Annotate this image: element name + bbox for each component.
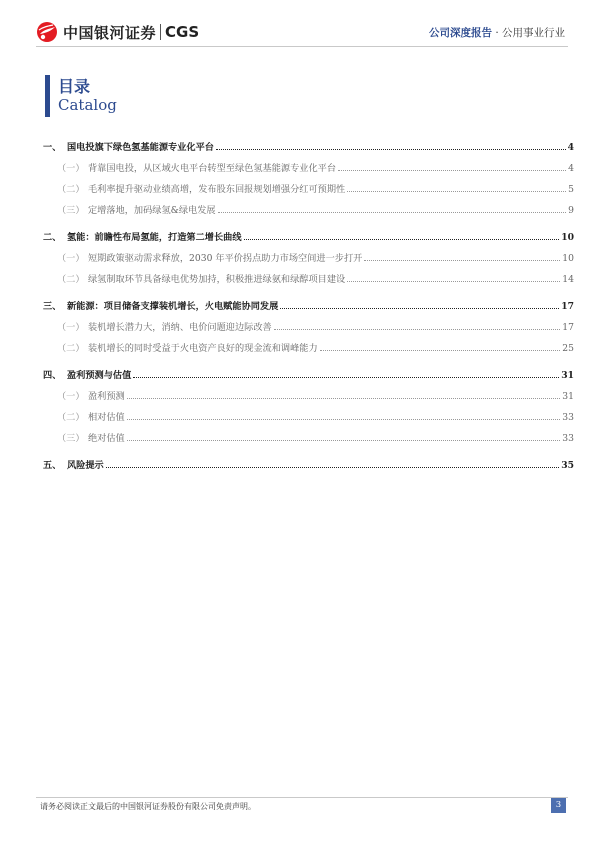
toc-chapter-row[interactable] xyxy=(43,447,574,471)
toc-section-row[interactable] xyxy=(43,312,574,333)
toc-leader-dots xyxy=(320,349,561,351)
toc-leader-dots xyxy=(338,169,566,171)
toc-entry-page: 9 xyxy=(568,205,574,216)
catalog-title-en: Catalog xyxy=(58,96,117,114)
toc-entry-title: 装机增长的同时受益于火电资产良好的现金流和调峰能力 xyxy=(88,343,318,354)
toc-entry-title: 装机增长潜力大，消纳、电价问题迎边际改善 xyxy=(88,322,272,333)
toc-chapter-row[interactable] xyxy=(43,357,574,381)
toc-entry-page: 4 xyxy=(568,163,574,174)
toc-leader-dots xyxy=(244,238,560,240)
report-category xyxy=(429,25,565,40)
toc-leader-dots xyxy=(218,211,567,213)
toc-entry-number: （三） xyxy=(57,205,85,216)
title-accent-bar xyxy=(45,75,50,117)
brand-divider xyxy=(160,24,161,40)
toc-leader-dots xyxy=(364,259,560,261)
catalog-title-cn: 目录 xyxy=(58,77,91,96)
toc-entry-page: 14 xyxy=(562,274,574,285)
toc-entry-title: 风险提示 xyxy=(67,460,104,471)
header-separator: · xyxy=(495,27,499,39)
brand-logo xyxy=(36,18,199,46)
toc-entry-number: 三、 xyxy=(43,301,62,312)
toc-leader-dots xyxy=(127,439,561,441)
toc-section-row[interactable] xyxy=(43,153,574,174)
toc-section-row[interactable] xyxy=(43,264,574,285)
report-type: 公司深度报告 xyxy=(428,27,492,39)
table-of-contents xyxy=(43,129,574,471)
toc-chapter-row[interactable] xyxy=(43,129,574,153)
toc-entry-title: 盈利预测 xyxy=(88,391,125,402)
toc-entry-number: （二） xyxy=(57,184,85,195)
toc-entry-title: 相对估值 xyxy=(88,412,125,423)
header-divider xyxy=(36,46,568,47)
toc-entry-number: （一） xyxy=(57,322,85,333)
toc-entry-title: 短期政策驱动需求释放，2030 年平价拐点助力市场空间进一步打开 xyxy=(88,253,363,264)
toc-entry-title: 绝对估值 xyxy=(88,433,125,444)
toc-entry-page: 31 xyxy=(562,391,574,402)
toc-section-row[interactable] xyxy=(43,423,574,444)
toc-section-row[interactable] xyxy=(43,174,574,195)
toc-leader-dots xyxy=(274,328,561,330)
toc-section-row[interactable] xyxy=(43,195,574,216)
toc-entry-title: 国电投旗下绿色氢基能源专业化平台 xyxy=(67,142,214,153)
toc-entry-number: 二、 xyxy=(43,232,62,243)
brand-name-cn: 中国银河证券 xyxy=(63,23,157,42)
footer-divider xyxy=(36,797,568,798)
toc-entry-number: 四、 xyxy=(43,370,62,381)
brand-name-en: CGS xyxy=(165,23,200,41)
toc-chapter-row[interactable] xyxy=(43,288,574,312)
toc-entry-page: 17 xyxy=(561,301,574,312)
toc-leader-dots xyxy=(216,148,566,150)
toc-section-row[interactable] xyxy=(43,243,574,264)
toc-entry-title: 氢能：前瞻性布局氢能，打造第二增长曲线 xyxy=(67,232,242,243)
toc-entry-title: 定增落地，加码绿氢&绿电发展 xyxy=(88,205,216,216)
toc-entry-number: 一、 xyxy=(43,142,62,153)
toc-entry-title: 盈利预测与估值 xyxy=(67,370,132,381)
toc-entry-number: （一） xyxy=(57,163,85,174)
toc-entry-number: （一） xyxy=(57,391,85,402)
toc-entry-number: （二） xyxy=(57,343,85,354)
toc-entry-title: 毛利率提升驱动业绩高增，发布股东回报规划增强分红可预期性 xyxy=(88,184,346,195)
toc-entry-page: 4 xyxy=(567,142,574,153)
toc-entry-number: 五、 xyxy=(43,460,62,471)
toc-entry-page: 31 xyxy=(561,370,574,381)
toc-entry-page: 35 xyxy=(561,460,574,471)
toc-entry-page: 10 xyxy=(561,232,574,243)
cgs-logo-icon xyxy=(36,21,58,43)
toc-chapter-row[interactable] xyxy=(43,219,574,243)
toc-entry-page: 33 xyxy=(562,433,574,444)
toc-entry-page: 10 xyxy=(562,253,574,264)
toc-entry-title: 新能源：项目储备支撑装机增长，火电赋能协同发展 xyxy=(67,301,279,312)
toc-leader-dots xyxy=(127,397,561,399)
toc-entry-number: （二） xyxy=(57,412,85,423)
toc-leader-dots xyxy=(133,376,559,378)
toc-entry-page: 17 xyxy=(562,322,574,333)
toc-entry-number: （二） xyxy=(57,274,85,285)
toc-entry-title: 绿氢制取环节具备绿电优势加持，积极推进绿氨和绿醇项目建设 xyxy=(88,274,346,285)
toc-section-row[interactable] xyxy=(43,402,574,423)
toc-entry-page: 33 xyxy=(562,412,574,423)
toc-leader-dots xyxy=(347,280,560,282)
toc-section-row[interactable] xyxy=(43,381,574,402)
disclaimer-text: 请务必阅读正文最后的中国银河证券股份有限公司免责声明。 xyxy=(40,802,256,811)
page-header xyxy=(0,0,595,46)
toc-leader-dots xyxy=(127,418,561,420)
toc-entry-title: 背靠国电投，从区域火电平台转型至绿色氢基能源专业化平台 xyxy=(88,163,337,174)
page-number: 3 xyxy=(551,798,566,813)
toc-entry-page: 5 xyxy=(568,184,574,195)
toc-leader-dots xyxy=(347,190,566,192)
toc-section-row[interactable] xyxy=(43,333,574,354)
toc-leader-dots xyxy=(106,466,559,468)
toc-entry-number: （一） xyxy=(57,253,85,264)
toc-entry-number: （三） xyxy=(57,433,85,444)
toc-leader-dots xyxy=(280,307,559,309)
toc-entry-page: 25 xyxy=(562,343,574,354)
industry-label: 公用事业行业 xyxy=(502,27,565,39)
